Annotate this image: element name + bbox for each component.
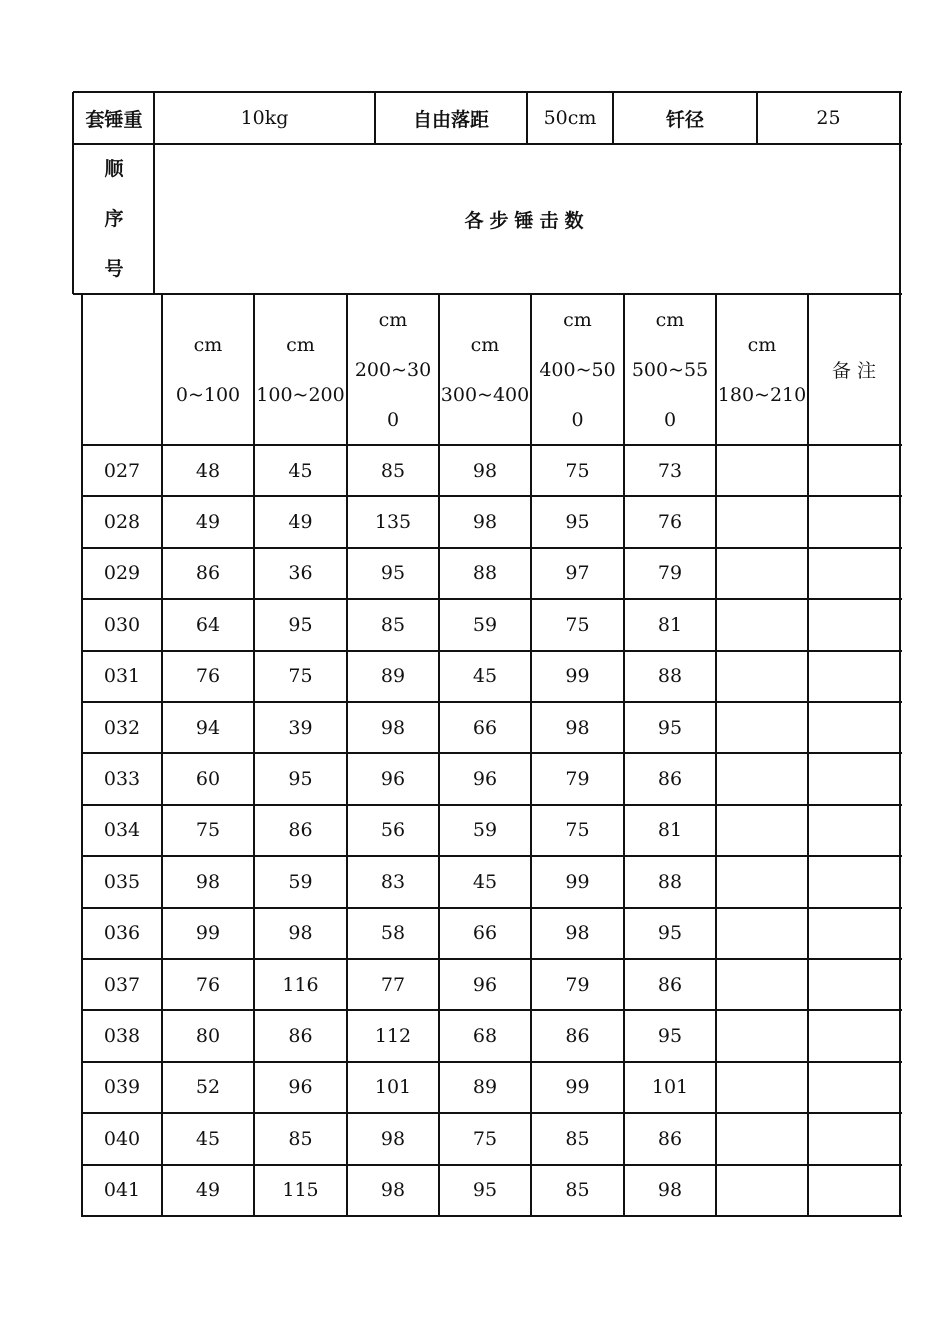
table-cell: 76 (195, 665, 221, 688)
table-cell: 52 (195, 1076, 221, 1099)
table-cell: 112 (374, 1025, 412, 1048)
table-cell: 59 (472, 819, 498, 842)
table-cell: 86 (657, 768, 683, 791)
column-header-line: cm (563, 308, 592, 331)
table-cell: 97 (565, 562, 590, 585)
column-header-line: 0 (571, 408, 584, 431)
table-cell: 66 (472, 922, 498, 945)
table-cell: 115 (282, 1179, 319, 1202)
table-cell: 49 (195, 1179, 221, 1202)
table-cell: 64 (195, 613, 221, 636)
table-cell: 98 (380, 1127, 406, 1150)
rod-diameter-value: 25 (816, 107, 841, 129)
grid-line (73, 293, 902, 295)
table-cell (716, 805, 808, 856)
row-sequence-number: 028 (103, 511, 141, 534)
row-sequence-number: 030 (103, 613, 141, 636)
table-cell: 36 (288, 562, 313, 585)
table-cell (808, 651, 900, 702)
table-cell (808, 599, 900, 650)
grid-line (153, 92, 155, 294)
table-cell: 59 (472, 613, 498, 636)
table-cell (808, 702, 900, 753)
grid-line (82, 547, 902, 549)
row-sequence-number: 036 (103, 922, 141, 945)
grid-line (374, 92, 376, 144)
table-cell (808, 805, 900, 856)
grid-line (612, 92, 614, 144)
table-cell: 88 (657, 665, 683, 688)
row-sequence-number: 027 (103, 459, 141, 482)
table-cell (716, 1062, 808, 1113)
table-cell (716, 959, 808, 1010)
row-sequence-number: 039 (103, 1076, 141, 1099)
table-cell: 75 (472, 1127, 498, 1150)
grid-line (82, 598, 902, 600)
table-cell (716, 651, 808, 702)
column-header-line: 500~55 (631, 358, 709, 381)
sequence-number-label (74, 144, 154, 294)
table-cell: 95 (472, 1179, 498, 1202)
table-cell: 59 (288, 870, 313, 893)
table-cell (808, 1010, 900, 1061)
table-cell: 95 (657, 922, 683, 945)
grid-line (82, 444, 902, 446)
table-cell: 75 (195, 819, 221, 842)
grid-line (807, 294, 809, 1217)
table-cell: 77 (380, 973, 406, 996)
hammer-weight-value: 10kg (240, 107, 289, 129)
table-cell (808, 1062, 900, 1113)
table-cell: 98 (657, 1179, 683, 1202)
grid-line (253, 294, 255, 1217)
table-cell (716, 445, 808, 496)
table-cell: 116 (282, 973, 319, 996)
table-cell (716, 496, 808, 547)
table-cell: 96 (288, 1076, 313, 1099)
table-cell: 75 (565, 613, 590, 636)
table-cell: 95 (657, 716, 683, 739)
table-cell: 94 (195, 716, 221, 739)
table-cell: 60 (195, 768, 221, 791)
table-cell: 39 (288, 716, 313, 739)
blows-title: 各步锤击数 (464, 209, 590, 232)
grid-line (438, 294, 440, 1217)
grid-line (82, 752, 902, 754)
column-header (162, 294, 254, 445)
row-sequence-number: 035 (103, 870, 141, 893)
table-cell (716, 548, 808, 599)
table-cell: 98 (565, 922, 590, 945)
table-cell: 96 (380, 768, 406, 791)
grid-line (82, 495, 902, 497)
table-cell: 99 (565, 665, 590, 688)
table-cell: 80 (195, 1025, 221, 1048)
table-cell (716, 1165, 808, 1216)
grid-line (899, 294, 901, 1217)
grid-line (715, 294, 717, 1217)
table-cell: 85 (380, 459, 406, 482)
column-header-line: 180~210 (717, 383, 807, 406)
table-cell: 86 (195, 562, 221, 585)
table-cell: 99 (565, 870, 590, 893)
table-cell: 98 (380, 1179, 406, 1202)
grid-line (530, 294, 532, 1217)
column-header-line: cm (193, 333, 223, 356)
table-cell (716, 599, 808, 650)
column-header-line: cm (286, 333, 315, 356)
table-cell: 76 (657, 511, 683, 534)
table-cell: 68 (472, 1025, 498, 1048)
seq-label-char: 顺 (104, 158, 124, 180)
table-cell: 86 (565, 1025, 590, 1048)
column-header (531, 294, 624, 445)
table-cell: 98 (195, 870, 221, 893)
grid-line (161, 294, 163, 1217)
table-cell: 96 (472, 768, 498, 791)
table-cell: 88 (472, 562, 498, 585)
grid-line (82, 804, 902, 806)
grid-line (82, 1061, 902, 1063)
column-header-line: 400~50 (539, 358, 616, 381)
free-fall-label: 自由落距 (412, 108, 489, 131)
table-cell: 85 (565, 1127, 590, 1150)
table-cell (808, 548, 900, 599)
free-fall-value: 50cm (543, 107, 597, 129)
grid-line (73, 91, 902, 93)
table-cell: 95 (380, 562, 406, 585)
table-cell: 96 (472, 973, 498, 996)
column-header-line: cm (747, 333, 777, 356)
column-header (254, 294, 347, 445)
table-cell: 48 (195, 459, 221, 482)
table-cell (808, 856, 900, 907)
table-cell: 98 (565, 716, 590, 739)
table-cell (716, 1113, 808, 1164)
column-header-line: 0 (386, 408, 400, 431)
table-cell: 79 (565, 768, 590, 791)
grid-line (72, 92, 74, 294)
grid-line (82, 1009, 902, 1011)
table-cell: 101 (651, 1076, 689, 1099)
table-cell: 75 (288, 665, 313, 688)
grid-line (346, 294, 348, 1217)
grid-line (82, 1215, 902, 1217)
table-cell: 45 (472, 870, 498, 893)
column-header-line: 200~30 (354, 358, 432, 381)
table-cell: 99 (195, 922, 221, 945)
table-cell: 89 (472, 1076, 498, 1099)
row-sequence-number: 032 (103, 716, 141, 739)
row-sequence-number: 033 (103, 768, 141, 791)
table-cell: 89 (380, 665, 406, 688)
grid-line (899, 92, 901, 294)
table-cell: 86 (288, 1025, 313, 1048)
table-cell: 86 (657, 1127, 683, 1150)
grid-line (82, 907, 902, 909)
table-cell (716, 702, 808, 753)
row-sequence-number: 040 (103, 1127, 141, 1150)
table-cell: 98 (380, 716, 406, 739)
table-cell: 98 (288, 922, 313, 945)
column-header (716, 294, 808, 445)
table-cell: 85 (565, 1179, 590, 1202)
table-cell: 98 (472, 511, 498, 534)
table-cell: 83 (380, 870, 406, 893)
row-sequence-number: 041 (103, 1179, 141, 1202)
table-cell (808, 1113, 900, 1164)
grid-line (82, 1112, 902, 1114)
table-cell: 85 (288, 1127, 313, 1150)
table-cell (716, 856, 808, 907)
seq-label-char: 号 (104, 258, 124, 280)
grid-line (82, 650, 902, 652)
table-cell: 88 (657, 870, 683, 893)
grid-line (82, 701, 902, 703)
row-sequence-number: 029 (103, 562, 141, 585)
grid-line (623, 294, 625, 1217)
rod-diameter-label: 钎径 (665, 108, 704, 131)
grid-line (82, 855, 902, 857)
column-header-line: cm (378, 308, 408, 331)
table-cell: 95 (288, 768, 313, 791)
table-cell (716, 753, 808, 804)
column-header (624, 294, 716, 445)
table-cell: 135 (374, 511, 412, 534)
column-header-line: cm (470, 333, 500, 356)
table-cell: 66 (472, 716, 498, 739)
hammer-weight-label: 套锤重 (85, 108, 143, 131)
table-cell: 75 (565, 459, 590, 482)
table-cell: 95 (288, 613, 313, 636)
table-cell: 45 (288, 459, 313, 482)
grid-line (73, 143, 902, 145)
table-cell (808, 445, 900, 496)
table-cell (808, 1165, 900, 1216)
table-cell: 49 (288, 511, 313, 534)
table-cell (716, 908, 808, 959)
table-cell (808, 908, 900, 959)
table-cell: 98 (472, 459, 498, 482)
table-cell: 75 (565, 819, 590, 842)
column-header-line: 100~200 (256, 383, 345, 406)
grid-line (526, 92, 528, 144)
table-cell: 81 (657, 819, 683, 842)
seq-label-char: 序 (104, 208, 124, 230)
table-cell: 58 (380, 922, 406, 945)
table-cell: 99 (565, 1076, 590, 1099)
grid-line (756, 92, 758, 144)
row-sequence-number: 037 (103, 973, 141, 996)
table-cell: 79 (565, 973, 590, 996)
column-header (439, 294, 531, 445)
remark-header: 备 注 (831, 360, 877, 382)
table-cell: 81 (657, 613, 683, 636)
table-cell: 95 (565, 511, 590, 534)
table-cell: 49 (195, 511, 221, 534)
table-cell: 95 (657, 1025, 683, 1048)
table-cell: 45 (195, 1127, 221, 1150)
table-cell: 45 (472, 665, 498, 688)
row-sequence-number: 034 (103, 819, 141, 842)
table-cell: 86 (657, 973, 683, 996)
table-cell: 86 (288, 819, 313, 842)
row-sequence-number: 031 (103, 665, 141, 688)
table-cell (808, 496, 900, 547)
grid-line (81, 294, 83, 1217)
table-cell (808, 753, 900, 804)
table-cell: 56 (380, 819, 406, 842)
table-cell (716, 1010, 808, 1061)
table-cell: 79 (657, 562, 683, 585)
grid-line (82, 958, 902, 960)
column-header-line: 0~100 (175, 383, 241, 406)
grid-line (82, 1164, 902, 1166)
column-header-line: cm (655, 308, 685, 331)
table-cell: 76 (195, 973, 221, 996)
column-header-line: 0 (663, 408, 677, 431)
table-cell (808, 959, 900, 1010)
column-header (347, 294, 439, 445)
table-cell: 101 (374, 1076, 412, 1099)
table-cell: 85 (380, 613, 406, 636)
table-cell: 73 (657, 459, 683, 482)
row-sequence-number: 038 (103, 1025, 141, 1048)
column-header-line: 300~400 (440, 383, 530, 406)
